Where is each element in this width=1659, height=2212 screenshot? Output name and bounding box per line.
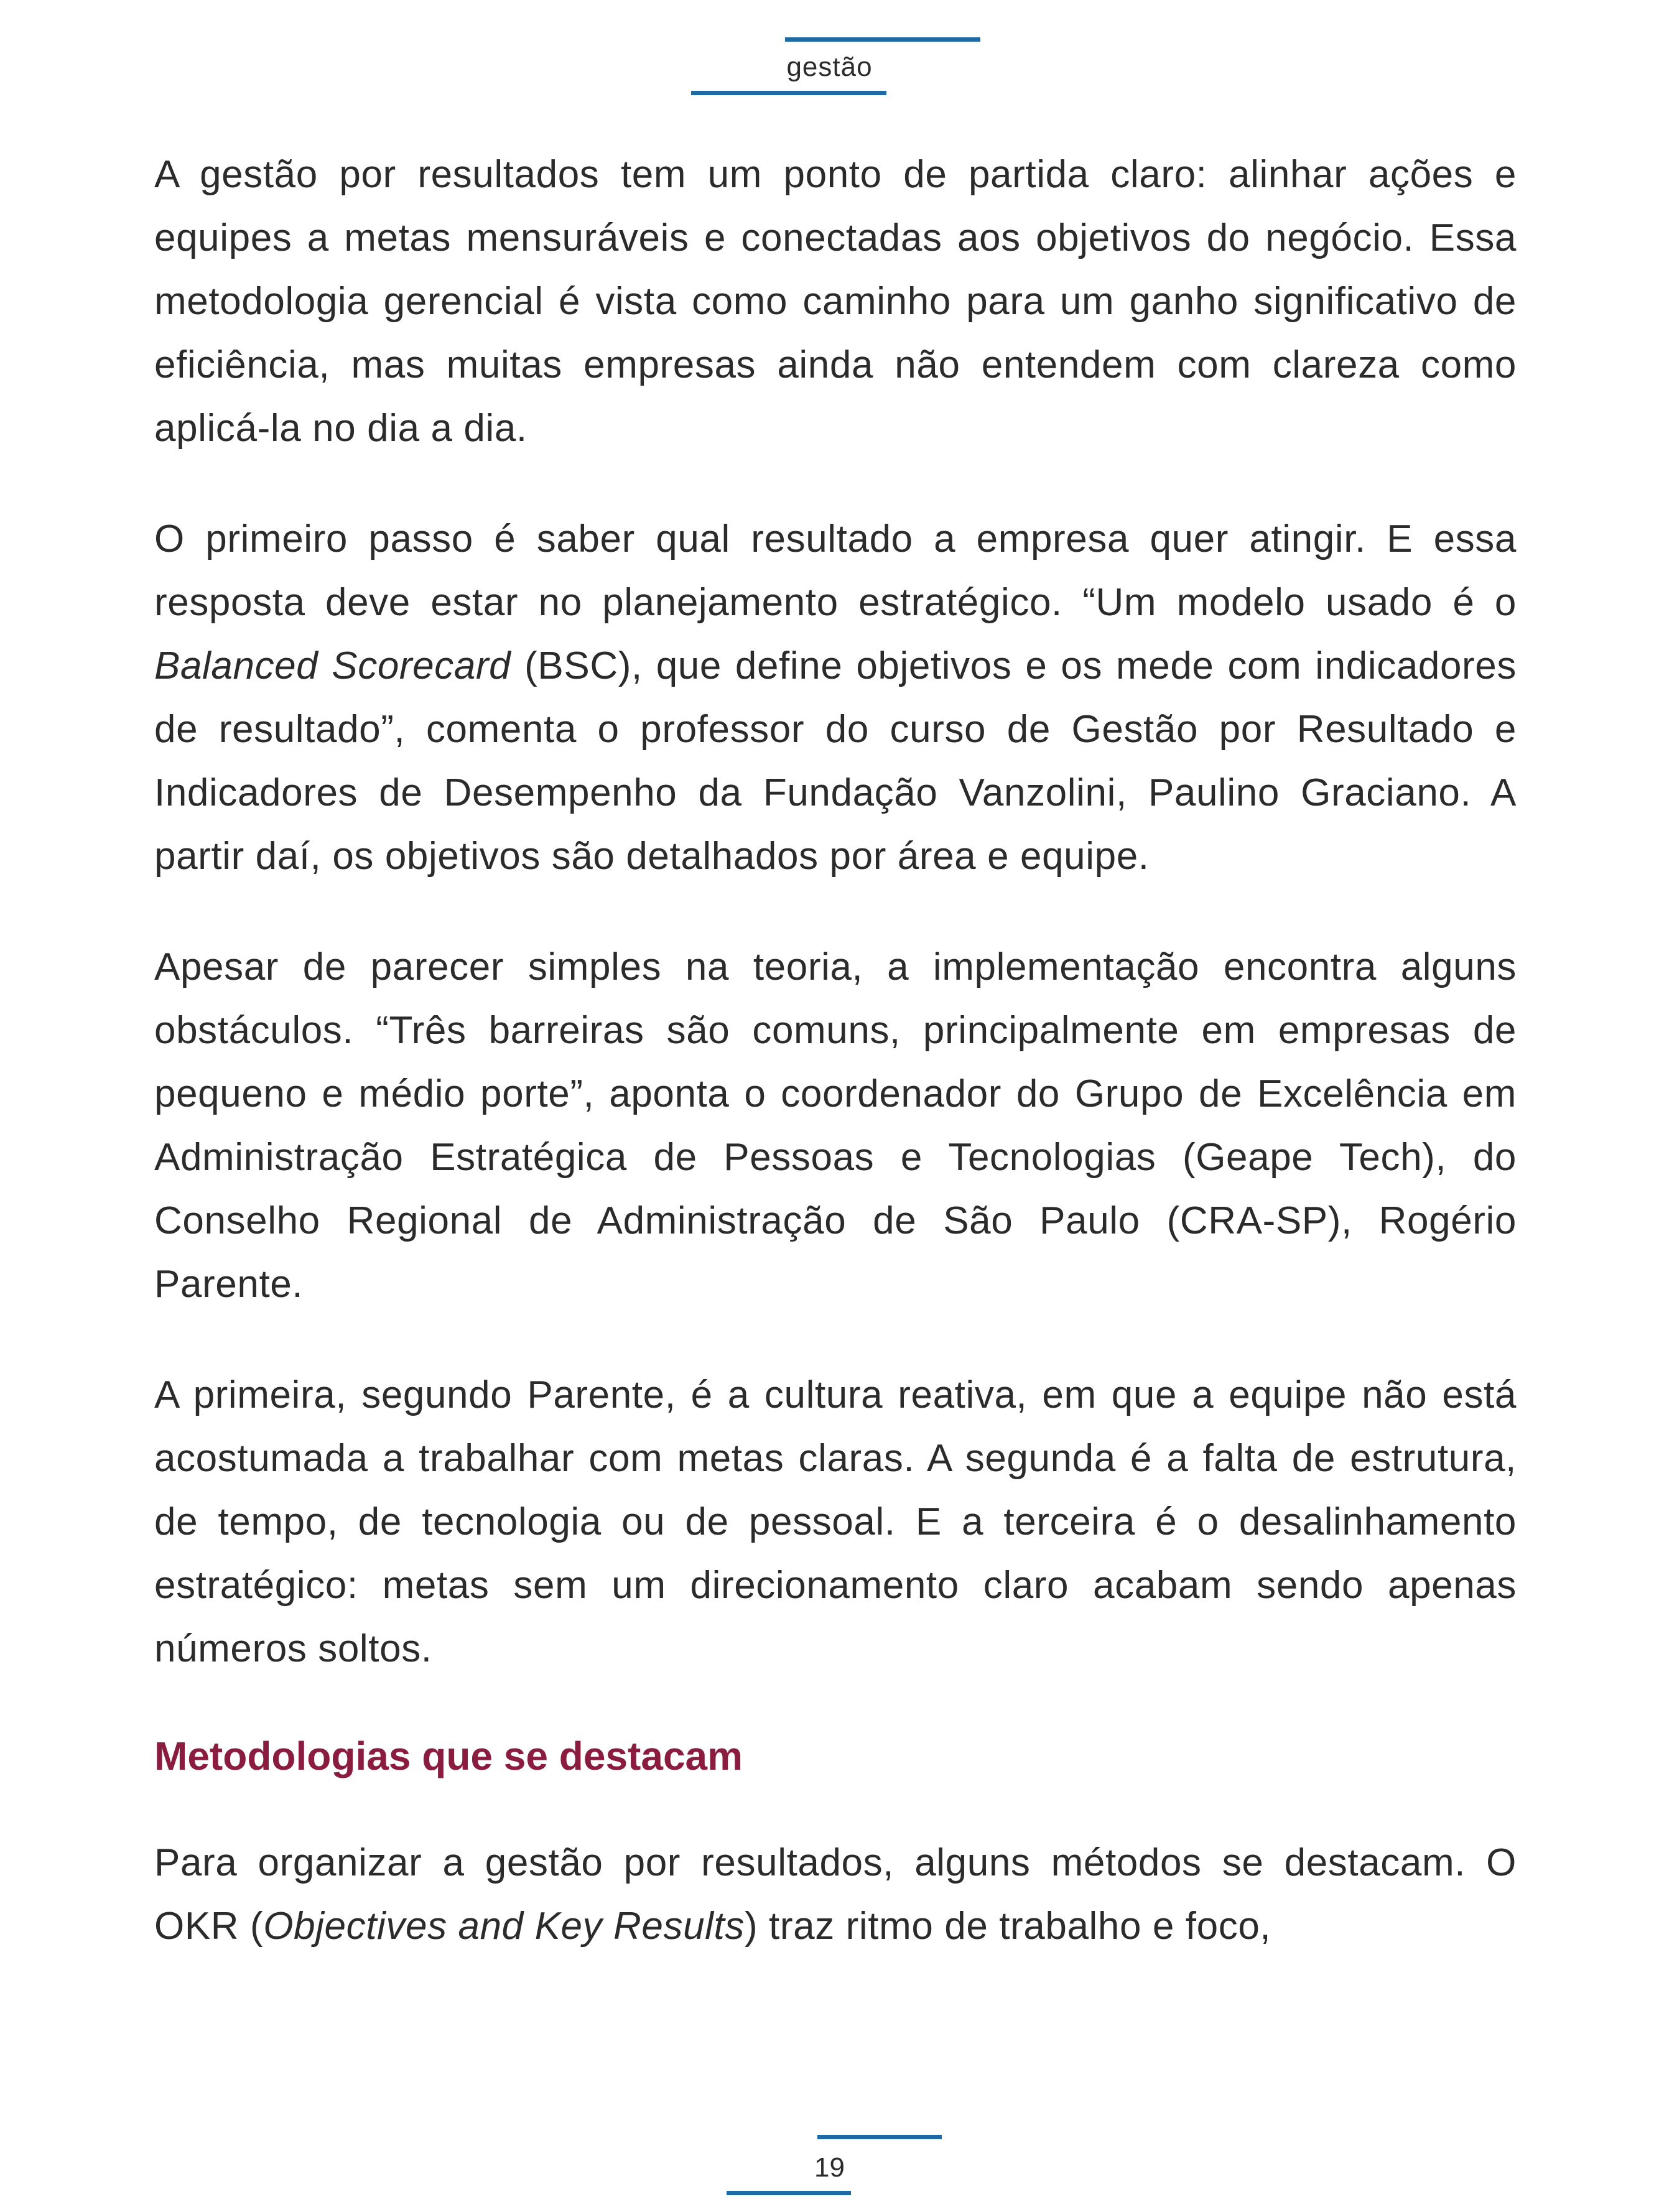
paragraph-4: A primeira, segundo Parente, é a cultura reativa, em que a equipe não está acostumada a trabalhar com metas claras. A segunda é a falta de estrutura, de tempo, de tecnologia ou de pessoal. E a terceira é o desalinhamento estratégico: metas sem um direcionamento claro acabam sendo apenas números soltos. <box>154 1373 1517 1670</box>
paragraph-3: Apesar de parecer simples na teoria, a implementação encontra alguns obstáculos. “Três barreiras são comuns, principalmente em empresas de pequeno e médio porte”, aponta o coordenador do Grupo de Excelência em Administração Estratégica de Pessoas e Tecnologias (Geape Tech), do Conselho Regional de Administração de São Paulo (CRA-SP), Rogério Parente. <box>154 946 1517 1306</box>
paragraph-5-text-start: Para organizar a gestão por resultados, alguns métodos se destacam. O OKR ( <box>154 1841 1517 1948</box>
paragraph-2-text-start: O primeiro passo é saber qual resultado a empresa quer atingir. E essa resposta deve estar no planejamento estratégico. “Um modelo usado é o <box>154 518 1517 624</box>
header-rule-bottom <box>691 91 886 95</box>
article-body <box>154 143 1517 2005</box>
paragraph-2-italic-term: Balanced Scorecard <box>154 644 511 687</box>
section-subheading: Metodologias que se destacam <box>154 1734 743 1778</box>
page-number: 19 <box>814 2152 845 2183</box>
section-label: gestão <box>786 52 873 82</box>
paragraph-2 <box>154 508 1517 888</box>
paragraph-2-text-end: (BSC), que define objetivos e os mede com indicadores de resultado”, comenta o professor do curso de Gestão por Resultado e Indicadores de Desempenho da Fundação Vanzolini, Paulino Graciano. A partir daí, os objetivos são detalhados por área e equipe. <box>154 644 1517 878</box>
header-rule-top <box>785 37 980 42</box>
footer-rule-bottom <box>727 2191 851 2195</box>
paragraph-5-italic-term: Objectives and Key Results <box>263 1905 745 1948</box>
footer-rule-top <box>817 2135 942 2139</box>
paragraph-5 <box>154 1831 1517 1958</box>
paragraph-5-text-end: ) traz ritmo de trabalho e foco, <box>744 1905 1271 1948</box>
paragraph-1: A gestão por resultados tem um ponto de partida claro: alinhar ações e equipes a metas mensuráveis e conectadas aos objetivos do negócio. Essa metodologia gerencial é vista como caminho para um ganho significativo de eficiência, mas muitas empresas ainda não entendem com clareza como aplicá-la no dia a dia. <box>154 153 1517 450</box>
